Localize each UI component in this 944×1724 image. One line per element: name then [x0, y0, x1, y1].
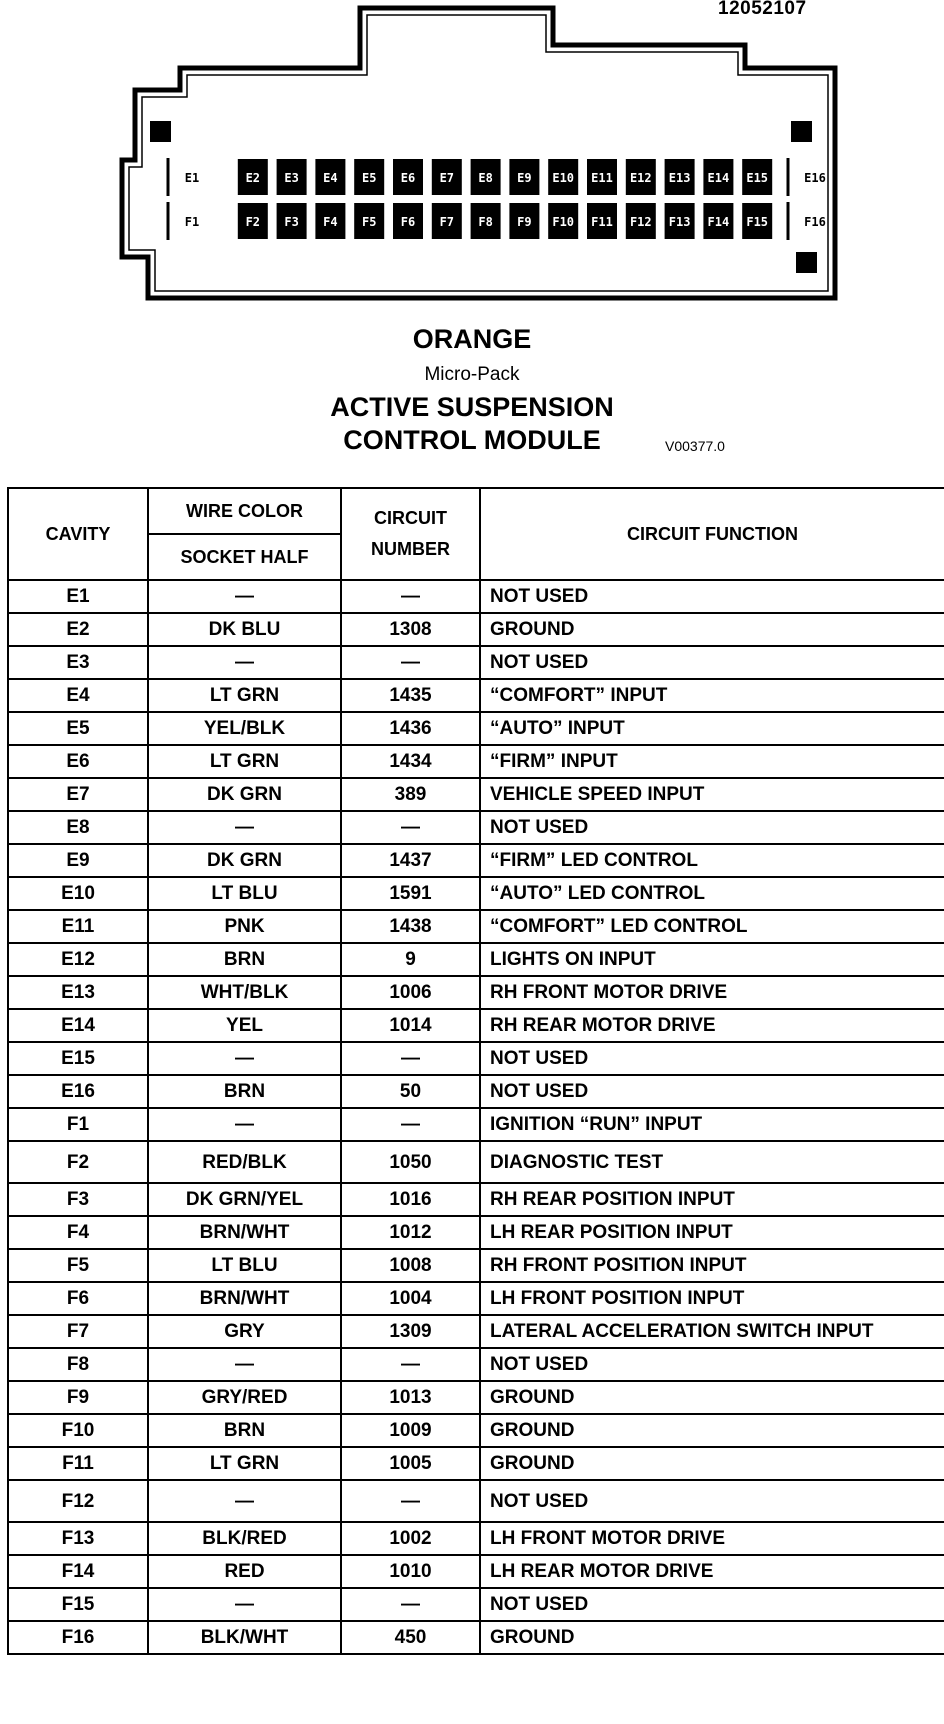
table-row	[8, 1075, 944, 1108]
cell-circuit-function: VEHICLE SPEED INPUT	[480, 778, 944, 811]
cell-cavity: E8	[8, 811, 148, 844]
cell-circuit-function: NOT USED	[480, 811, 944, 844]
cell-cavity: F10	[8, 1414, 148, 1447]
table-row	[8, 1414, 944, 1447]
table-row	[8, 1009, 944, 1042]
pin-label-f13: F13	[668, 215, 691, 229]
cell-cavity: E10	[8, 877, 148, 910]
cell-wire-color: GRY/RED	[148, 1381, 341, 1414]
table-row	[8, 1621, 944, 1654]
cell-wire-color: LT BLU	[148, 1249, 341, 1282]
cell-circuit-number: 1013	[341, 1381, 480, 1414]
cell-wire-color: RED/BLK	[148, 1141, 341, 1183]
cell-wire-color: LT GRN	[148, 745, 341, 778]
cell-circuit-function: RH REAR POSITION INPUT	[480, 1183, 944, 1216]
pin-label-e5: E5	[361, 171, 377, 185]
cell-circuit-number: 1437	[341, 844, 480, 877]
cell-cavity: F9	[8, 1381, 148, 1414]
cell-wire-color: DK GRN	[148, 778, 341, 811]
cell-cavity: E2	[8, 613, 148, 646]
pin-label-f8: F8	[478, 215, 493, 229]
cell-wire-color: —	[148, 646, 341, 679]
pin-label-f16: F16	[804, 215, 826, 229]
cell-cavity: F7	[8, 1315, 148, 1348]
connector-diagram	[0, 0, 944, 320]
cell-wire-color: DK GRN/YEL	[148, 1183, 341, 1216]
cell-circuit-function: RH FRONT POSITION INPUT	[480, 1249, 944, 1282]
pin-label-f11: F11	[591, 215, 613, 229]
cell-circuit-function: RH FRONT MOTOR DRIVE	[480, 976, 944, 1009]
cell-wire-color: —	[148, 811, 341, 844]
table-row	[8, 1381, 944, 1414]
cell-cavity: F2	[8, 1141, 148, 1183]
cell-circuit-function: LH REAR MOTOR DRIVE	[480, 1555, 944, 1588]
cell-circuit-function: “COMFORT” INPUT	[480, 679, 944, 712]
pin-label-e6: E6	[400, 171, 416, 185]
pin-label-f3: F3	[284, 215, 299, 229]
cell-circuit-function: “AUTO” LED CONTROL	[480, 877, 944, 910]
cell-circuit-function: GROUND	[480, 1381, 944, 1414]
cell-cavity: E5	[8, 712, 148, 745]
figure-reference: V00377.0	[665, 438, 725, 454]
cell-wire-color: —	[148, 1480, 341, 1522]
part-number: 12052107	[718, 0, 807, 19]
cell-circuit-function: “AUTO” INPUT	[480, 712, 944, 745]
cell-wire-color: DK GRN	[148, 844, 341, 877]
table-row	[8, 1522, 944, 1555]
module-title-line1: ACTIVE SUSPENSION	[330, 392, 614, 422]
table-row	[8, 844, 944, 877]
cell-wire-color: YEL/BLK	[148, 712, 341, 745]
cell-cavity: F16	[8, 1621, 148, 1654]
table-row	[8, 1249, 944, 1282]
table-row	[8, 778, 944, 811]
cell-wire-color: YEL	[148, 1009, 341, 1042]
cell-wire-color: BRN	[148, 1075, 341, 1108]
table-row	[8, 580, 944, 613]
cell-circuit-number: 1002	[341, 1522, 480, 1555]
cell-circuit-number: 1014	[341, 1009, 480, 1042]
cell-wire-color: WHT/BLK	[148, 976, 341, 1009]
pin-label-e15: E15	[746, 171, 769, 185]
pin-label-e16: E16	[804, 171, 826, 185]
cell-circuit-number: 389	[341, 778, 480, 811]
cell-circuit-number: 1008	[341, 1249, 480, 1282]
cell-circuit-function: NOT USED	[480, 646, 944, 679]
pinout-table	[7, 487, 944, 1655]
table-row	[8, 1141, 944, 1183]
table-row	[8, 1282, 944, 1315]
cell-cavity: E4	[8, 679, 148, 712]
table-row	[8, 745, 944, 778]
cell-circuit-number: 1010	[341, 1555, 480, 1588]
pin-label-e13: E13	[668, 171, 691, 185]
cell-cavity: F12	[8, 1480, 148, 1522]
pin-label-f6: F6	[400, 215, 416, 229]
cell-cavity: E3	[8, 646, 148, 679]
pin-label-f14: F14	[707, 215, 730, 229]
pin-label-f4: F4	[323, 215, 338, 229]
cell-circuit-function: GROUND	[480, 1447, 944, 1480]
cell-circuit-function: GROUND	[480, 1621, 944, 1654]
cell-wire-color: LT GRN	[148, 679, 341, 712]
cell-wire-color: —	[148, 1108, 341, 1141]
cell-wire-color: BRN	[148, 943, 341, 976]
pin-label-e1: E1	[184, 171, 200, 185]
cell-circuit-function: DIAGNOSTIC TEST	[480, 1141, 944, 1183]
cell-cavity: F1	[8, 1108, 148, 1141]
cell-circuit-number: —	[341, 1588, 480, 1621]
cell-circuit-number: 1005	[341, 1447, 480, 1480]
cell-circuit-number: 1591	[341, 877, 480, 910]
cell-circuit-function: “FIRM” INPUT	[480, 745, 944, 778]
cell-circuit-function: NOT USED	[480, 580, 944, 613]
cell-circuit-number: —	[341, 1042, 480, 1075]
header-circuit-function: CIRCUIT FUNCTION	[480, 488, 944, 580]
table-row	[8, 1216, 944, 1249]
table-row	[8, 679, 944, 712]
table-row	[8, 910, 944, 943]
cell-cavity: E1	[8, 580, 148, 613]
cell-circuit-function: “COMFORT” LED CONTROL	[480, 910, 944, 943]
cell-wire-color: DK BLU	[148, 613, 341, 646]
table-row	[8, 1183, 944, 1216]
locator-key-top-left	[150, 121, 171, 142]
pin-label-f2: F2	[245, 215, 261, 229]
cell-cavity: E12	[8, 943, 148, 976]
pin-label-e8: E8	[478, 171, 493, 185]
cell-circuit-function: GROUND	[480, 1414, 944, 1447]
table-row	[8, 1348, 944, 1381]
cell-cavity: F15	[8, 1588, 148, 1621]
cell-wire-color: BRN/WHT	[148, 1216, 341, 1249]
table-row	[8, 613, 944, 646]
table-row	[8, 1447, 944, 1480]
table-row	[8, 976, 944, 1009]
cell-circuit-number: 450	[341, 1621, 480, 1654]
cell-circuit-number: 1308	[341, 613, 480, 646]
cell-cavity: E9	[8, 844, 148, 877]
pinout-rows	[8, 580, 944, 1654]
pin-label-e12: E12	[629, 171, 652, 185]
cell-circuit-function: NOT USED	[480, 1042, 944, 1075]
cell-cavity: E13	[8, 976, 148, 1009]
cell-circuit-number: 1438	[341, 910, 480, 943]
cell-cavity: E11	[8, 910, 148, 943]
cell-circuit-function: “FIRM” LED CONTROL	[480, 844, 944, 877]
cell-wire-color: —	[148, 1348, 341, 1381]
cell-circuit-function: LATERAL ACCELERATION SWITCH INPUT	[480, 1315, 944, 1348]
cell-cavity: F6	[8, 1282, 148, 1315]
pin-label-f1: F1	[184, 215, 200, 229]
connector-inner-edge	[129, 15, 828, 291]
cell-circuit-number: —	[341, 1480, 480, 1522]
pin-label-e7: E7	[439, 171, 455, 185]
cell-wire-color: BLK/RED	[148, 1522, 341, 1555]
cell-circuit-number: 1016	[341, 1183, 480, 1216]
cell-wire-color: BLK/WHT	[148, 1621, 341, 1654]
pin-label-e4: E4	[323, 171, 338, 185]
cell-circuit-number: 1012	[341, 1216, 480, 1249]
table-row	[8, 1315, 944, 1348]
connector-color: ORANGE	[412, 324, 532, 354]
pin-label-e11: E11	[591, 171, 613, 185]
pin-label-e10: E10	[552, 171, 575, 185]
cell-cavity: E7	[8, 778, 148, 811]
locator-key-bottom-right	[796, 252, 817, 273]
cell-cavity: E15	[8, 1042, 148, 1075]
table-row	[8, 1480, 944, 1522]
pin-label-f10: F10	[552, 215, 575, 229]
table-row	[8, 712, 944, 745]
pin-label-f9: F9	[517, 215, 532, 229]
cell-circuit-function: LH FRONT MOTOR DRIVE	[480, 1522, 944, 1555]
cell-circuit-number: 1009	[341, 1414, 480, 1447]
cell-circuit-number: 1309	[341, 1315, 480, 1348]
cell-circuit-number: 1435	[341, 679, 480, 712]
pin-label-e3: E3	[284, 171, 299, 185]
cell-circuit-function: RH REAR MOTOR DRIVE	[480, 1009, 944, 1042]
cell-circuit-function: IGNITION “RUN” INPUT	[480, 1108, 944, 1141]
header-wire-color: WIRE COLOR	[148, 488, 341, 534]
pin-label-e14: E14	[707, 171, 730, 185]
cell-wire-color: RED	[148, 1555, 341, 1588]
cell-circuit-number: 9	[341, 943, 480, 976]
cell-wire-color: PNK	[148, 910, 341, 943]
table-row	[8, 877, 944, 910]
cell-circuit-number: 50	[341, 1075, 480, 1108]
cell-wire-color: LT GRN	[148, 1447, 341, 1480]
cell-wire-color: LT BLU	[148, 877, 341, 910]
header-socket-half: SOCKET HALF	[148, 534, 341, 580]
cell-circuit-number: —	[341, 646, 480, 679]
cell-circuit-number: 1004	[341, 1282, 480, 1315]
cell-cavity: E6	[8, 745, 148, 778]
connector-type: Micro-Pack	[424, 364, 520, 385]
table-row	[8, 811, 944, 844]
table-row	[8, 646, 944, 679]
cell-circuit-function: NOT USED	[480, 1480, 944, 1522]
table-row	[8, 1555, 944, 1588]
pin-label-f12: F12	[629, 215, 652, 229]
cell-cavity: F11	[8, 1447, 148, 1480]
table-row	[8, 1588, 944, 1621]
cell-cavity: F5	[8, 1249, 148, 1282]
header-circuit-number: CIRCUIT NUMBER	[341, 488, 480, 580]
cell-circuit-function: LIGHTS ON INPUT	[480, 943, 944, 976]
cell-wire-color: —	[148, 1042, 341, 1075]
cell-circuit-function: NOT USED	[480, 1348, 944, 1381]
cell-circuit-number: —	[341, 811, 480, 844]
cell-cavity: E16	[8, 1075, 148, 1108]
locator-key-top-right	[791, 121, 812, 142]
cell-circuit-function: NOT USED	[480, 1075, 944, 1108]
cell-circuit-number: 1436	[341, 712, 480, 745]
cell-wire-color: BRN/WHT	[148, 1282, 341, 1315]
cell-circuit-number: 1434	[341, 745, 480, 778]
cell-wire-color: GRY	[148, 1315, 341, 1348]
pin-label-f7: F7	[439, 215, 455, 229]
cell-circuit-function: LH FRONT POSITION INPUT	[480, 1282, 944, 1315]
pin-label-e2: E2	[245, 171, 261, 185]
cell-circuit-number: —	[341, 580, 480, 613]
cell-circuit-number: —	[341, 1108, 480, 1141]
cell-cavity: F4	[8, 1216, 148, 1249]
cell-wire-color: BRN	[148, 1414, 341, 1447]
cell-cavity: F3	[8, 1183, 148, 1216]
pin-label-f5: F5	[361, 215, 377, 229]
cell-cavity: F8	[8, 1348, 148, 1381]
table-row	[8, 1108, 944, 1141]
cell-wire-color: —	[148, 1588, 341, 1621]
header-cavity: CAVITY	[8, 488, 148, 580]
connector-pins	[185, 159, 826, 239]
pin-label-e9: E9	[517, 171, 532, 185]
table-row	[8, 1042, 944, 1075]
pin-label-f15: F15	[746, 215, 769, 229]
table-row	[8, 943, 944, 976]
module-title-line2: CONTROL MODULE	[343, 425, 601, 455]
cell-circuit-function: NOT USED	[480, 1588, 944, 1621]
cell-circuit-number: 1050	[341, 1141, 480, 1183]
cell-circuit-number: —	[341, 1348, 480, 1381]
cell-circuit-number: 1006	[341, 976, 480, 1009]
cell-cavity: E14	[8, 1009, 148, 1042]
cell-circuit-function: LH REAR POSITION INPUT	[480, 1216, 944, 1249]
cell-cavity: F13	[8, 1522, 148, 1555]
cell-circuit-function: GROUND	[480, 613, 944, 646]
cell-cavity: F14	[8, 1555, 148, 1588]
cell-wire-color: —	[148, 580, 341, 613]
